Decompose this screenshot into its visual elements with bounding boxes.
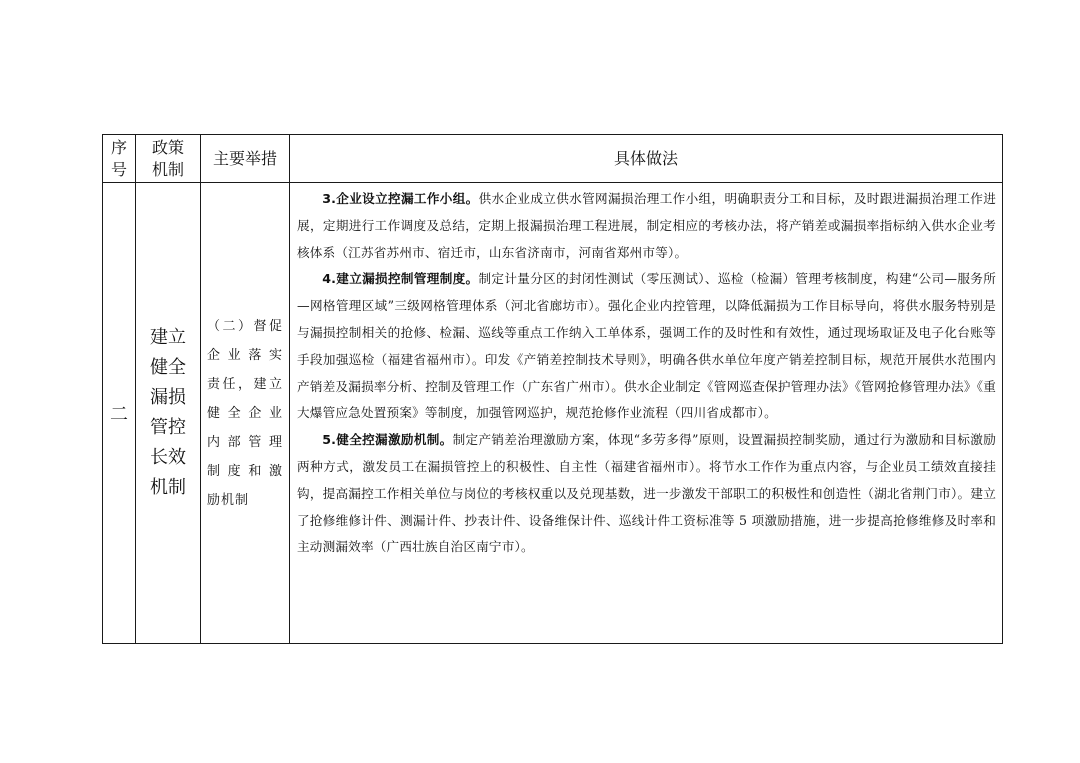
measure-line: 内部管理 (207, 434, 283, 450)
table-header-row (103, 135, 1003, 183)
measure-line: 责任，建立 (207, 376, 283, 392)
mechanism-line: 漏损 (150, 387, 186, 408)
header-main-measures: 主要举措 (201, 135, 290, 183)
measure-line: 健全企业 (207, 405, 283, 421)
mechanism-line: 管控 (150, 417, 186, 438)
header-policy-line1: 政策 (151, 137, 184, 157)
header-policy-mechanism (136, 135, 201, 183)
practice-text: 供水企业成立供水管网漏损治理工作小组，明确职责分工和目标，及时跟进漏损治理工作进展，定期进行工作调度及总结，定期上报漏损治理工程进展，制定相应的考核办法，将产销差或漏损率指标纳入供水企业考核体系（江苏省苏州市、宿迁市，山东省济南市，河南省郑州市等）。 (297, 191, 996, 260)
practice-heading: 5.健全控漏激励机制。 (322, 432, 453, 448)
header-seq-line1: 序 (110, 137, 127, 157)
row-specific-practices (290, 183, 1003, 644)
practice-text: 制定计量分区的封闭性测试（零压测试）、巡检（检漏）管理考核制度，构建“公司—服务所—网格管理区域”三级网格管理体系（河北省廊坊市）。强化企业内控管理，以降低漏损为工作目标导向，将供水服务特别是与漏损控制相关的抢修、检漏、巡线等重点工作纳入工单体系，强调工作的及时性和有效性，通过现场取证及电子化台账等手段加强巡检（福建省福州市）。印发《产销差控制技术导则》，明确各供水单位年度产销差控制目标，规范开展供水范围内产销差及漏损率分析、控制及管理工作（广东省广州市）。供水企业制定《管网巡查保护管理办法》《管网抢修管理办法》《重大爆管应急处置预案》等制度，加强管网巡护，规范抢修作业流程（四川省成都市）。 (297, 271, 996, 421)
practice-text: 制定产销差治理激励方案，体现“多劳多得”原则，设置漏损控制奖励，通过行为激励和目标激励两种方式，激发员工在漏损管控上的积极性、自主性（福建省福州市）。将节水工作作为重点内容，与企业员工绩效直接挂钩，提高漏控工作相关单位与岗位的考核权重以及兑现基数，进一步激发干部职工的积极性和创造性（湖北省荆门市）。建立了抢修维修计件、测漏计件、抄表计件、设备维保计件、巡线计件工资标准等 5 项激励措施，进一步提高抢修维修及时率和主动测漏效率（广西壮族自治区南宁市）。 (297, 432, 996, 555)
policy-table (102, 134, 1003, 644)
row-seq-number: 二 (103, 183, 136, 644)
practice-paragraph-5 (297, 427, 996, 561)
practice-heading: 3.企业设立控漏工作小组。 (322, 191, 479, 206)
mechanism-line: 建立 (150, 327, 186, 348)
mechanism-line: 长效 (150, 447, 186, 468)
mechanism-line: 机制 (150, 477, 186, 498)
measure-line: 制度和激 (207, 463, 283, 479)
mechanism-line: 健全 (150, 357, 186, 378)
practice-heading: 4.建立漏损控制管理制度。 (322, 271, 479, 287)
measure-line: （二）督促 (207, 318, 283, 334)
header-specific-practices: 具体做法 (290, 135, 1003, 183)
measure-line: 企业落实 (207, 347, 283, 363)
practice-paragraph-3 (297, 186, 996, 266)
row-mechanism (136, 183, 201, 644)
header-seq (103, 135, 136, 183)
practice-paragraph-4 (297, 266, 996, 427)
measure-line: 励机制 (207, 492, 250, 508)
table-row (103, 183, 1003, 644)
row-main-measure (201, 183, 290, 644)
header-seq-line2: 号 (110, 159, 127, 179)
header-policy-line2: 机制 (151, 159, 184, 179)
